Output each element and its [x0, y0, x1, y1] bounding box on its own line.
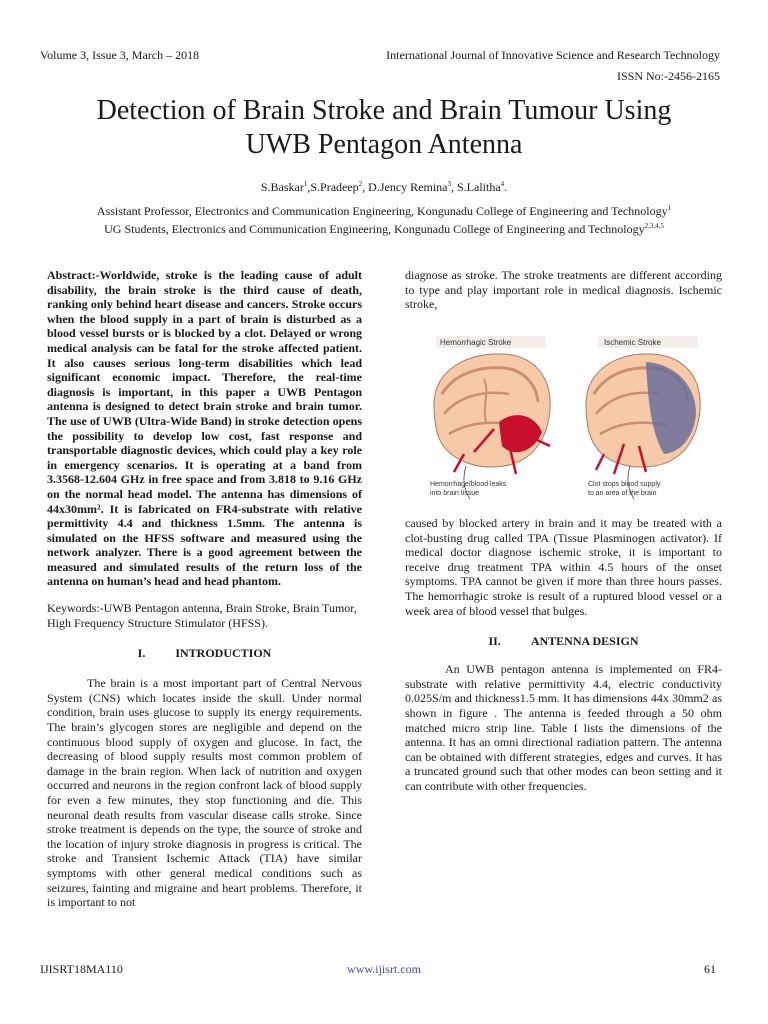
section-2-title: ANTENNA DESIGN	[530, 634, 639, 649]
stroke-figure	[424, 334, 714, 504]
right-mid-text: caused by blocked artery in brain and it may be treated with a clot-busting drug called TPA (Tissue Plasminogen activator). If medical doctor diagnose ischemic stroke, it is important to receive drug treatment TPA within 4.5 hours of the onset symptoms. TPA cannot be given if more than three hours passes. The hemorrhagic stroke is result of a ruptured blood vessel or a week area of blood vessel that bulges.	[405, 516, 722, 618]
title-line-2: UWB Pentagon Antenna	[245, 129, 523, 160]
section-2-number: II.	[488, 634, 501, 649]
caption-left-1: Hemorrhage/blood leaks	[430, 481, 507, 488]
footer-code: IJISRT18MA110	[40, 962, 123, 976]
author-1: S.Baskar	[260, 180, 304, 194]
label-hemorrhagic: Hemorrhagic Stroke	[440, 338, 512, 347]
caption-right-1: Clot stops blood supply	[588, 481, 661, 488]
author-4: S.Lalitha	[456, 180, 501, 194]
right-column-top	[405, 268, 722, 312]
page-number: 61	[704, 962, 716, 976]
issn: ISSN No:-2456-2165	[616, 69, 720, 83]
left-column	[47, 268, 362, 910]
title-line-1: Detection of Brain Stroke and Brain Tumour Using	[96, 95, 672, 126]
right-column-bottom	[405, 516, 722, 794]
author-3-sup: 3	[447, 180, 451, 188]
hemorrhagic-brain	[434, 354, 550, 499]
section-antenna-heading	[405, 634, 722, 648]
right-top-text: diagnose as stroke. The stroke treatments are different according to type and play important role in medical diagnosis. Ischemic stroke,	[405, 268, 722, 312]
footer-url-link[interactable]: www.ijisrt.com	[347, 962, 421, 976]
section-introduction-heading	[47, 646, 362, 660]
paper-title	[40, 94, 728, 162]
caption-left-2: into brain tissue	[430, 490, 480, 497]
caption-right-2: to an area of the brain	[588, 490, 657, 497]
abstract: Abstract:-Worldwide, stroke is the leading cause of adult disability, the brain stroke is the third cause of death, ranking only behind heart disease and cancers. Stroke occurs when the blood supply in a part of brain is disturbed as a blood vessel bursts or is blocked by a clot. Delayed or wrong medical analysis can be fatal for the stroke affected patient. It also causes serious long-term disabilities which lead significant economic impact. Therefore, the real-time diagnosis is important, in this paper a UWB Pentagon antenna is designed to detect brain stroke and brain tumor. The use of UWB (Ultra-Wide Band) in stroke detection opens the possibility to develop low cost, fast response and transportable diagnostic devices, which could play a key role in emergency scenarios. It is operating at a band from 3.3568-12.604 GHz in free space and from 3.818 to 9.16 GHz on the normal head model. The antenna has dimensions of 44x30mm². It is fabricated on FR4-substrate with relative permittivity 4.4 and thickness 1.5mm. The antenna is simulated on the HFSS software and measured using the network analyzer. There is a good agreement between the measured and simulated results of the return loss of the antenna on human’s head and head phantom.	[47, 268, 362, 589]
journal-name: International Journal of Innovative Science and Research Technology	[386, 48, 720, 62]
affiliation-1-sup: 1	[667, 204, 672, 212]
author-list: S.Baskar$^1$,S.Pradeep$^2$, D.Jency Remina$^3$, S.Lalitha$^4$.	[260, 180, 508, 194]
section-1-title: INTRODUCTION	[175, 646, 272, 661]
affiliation-2-sup: 2,3,4,5	[644, 222, 664, 230]
affiliation-1	[40, 204, 728, 219]
author-3: D.Jency Remina	[368, 180, 448, 194]
keywords: Keywords:-UWB Pentagon antenna, Brain Stroke, Brain Tumor, High Frequency Structure Stimulator (HFSS).	[47, 601, 357, 630]
section-1-number: I.	[137, 646, 146, 661]
author-1-sup: 1	[303, 180, 308, 188]
label-ischemic: Ischemic Stroke	[604, 338, 661, 347]
affiliation-1-text: Assistant Professor, Electronics and Communication Engineering, Kongunadu College of Engineering and Technology	[96, 204, 668, 218]
author-4-sup: 4	[500, 180, 505, 188]
author-2: S.Pradeep	[310, 180, 359, 194]
introduction-text: The brain is a most important part of Central Nervous System (CNS) which locates inside the skull. Under normal condition, brain uses glucose to supply its energy requirements. The brain’s glycogen stores are negligible and depend on the continuous blood supply of oxygen and glucose. In fact, the decreasing of blood supply results most common problem of damage in the brain region. When lack of nutrition and oxygen occurred and neurons in the region confront lack of blood supply for even a few minutes, they stop functioning and die. This neuronal death results from vascular disease calls stroke. Since stroke treatment is depends on the type, the source of stroke and the location of injury stroke diagnosis in progress is critical. The stroke and Transient Ischemic Attack (TIA) have similar symptoms with other general medical conditions such as seizures, fainting and migraine and heart problems. Therefore, it is important to not	[47, 676, 362, 910]
affiliation-2	[40, 222, 728, 237]
author-2-sup: 2	[358, 180, 363, 188]
affiliation-2-text: UG Students, Electronics and Communication Engineering, Kongunadu College of Engineering and Technology	[104, 222, 645, 236]
volume-info: Volume 3, Issue 3, March – 2018	[40, 48, 200, 62]
antenna-design-text: An UWB pentagon antenna is implemented on FR4-substrate with relative permittivity 4.4, electric conductivity 0.025S/m and thickness1.5 mm. It has dimensions 44x 30mm2 as shown in figure . The antenna is feeded through a 50 ohm matched micro strip line. Table I lists the dimensions of the antenna. It has an omni directional radiation pattern. The antenna can be obtained with different strategies, edges and curves. It has a truncated ground such that other modes can beon setting and it can contribute with other frequencies.	[405, 662, 722, 793]
stroke-illustration	[424, 334, 714, 504]
ischemic-brain	[586, 354, 700, 499]
